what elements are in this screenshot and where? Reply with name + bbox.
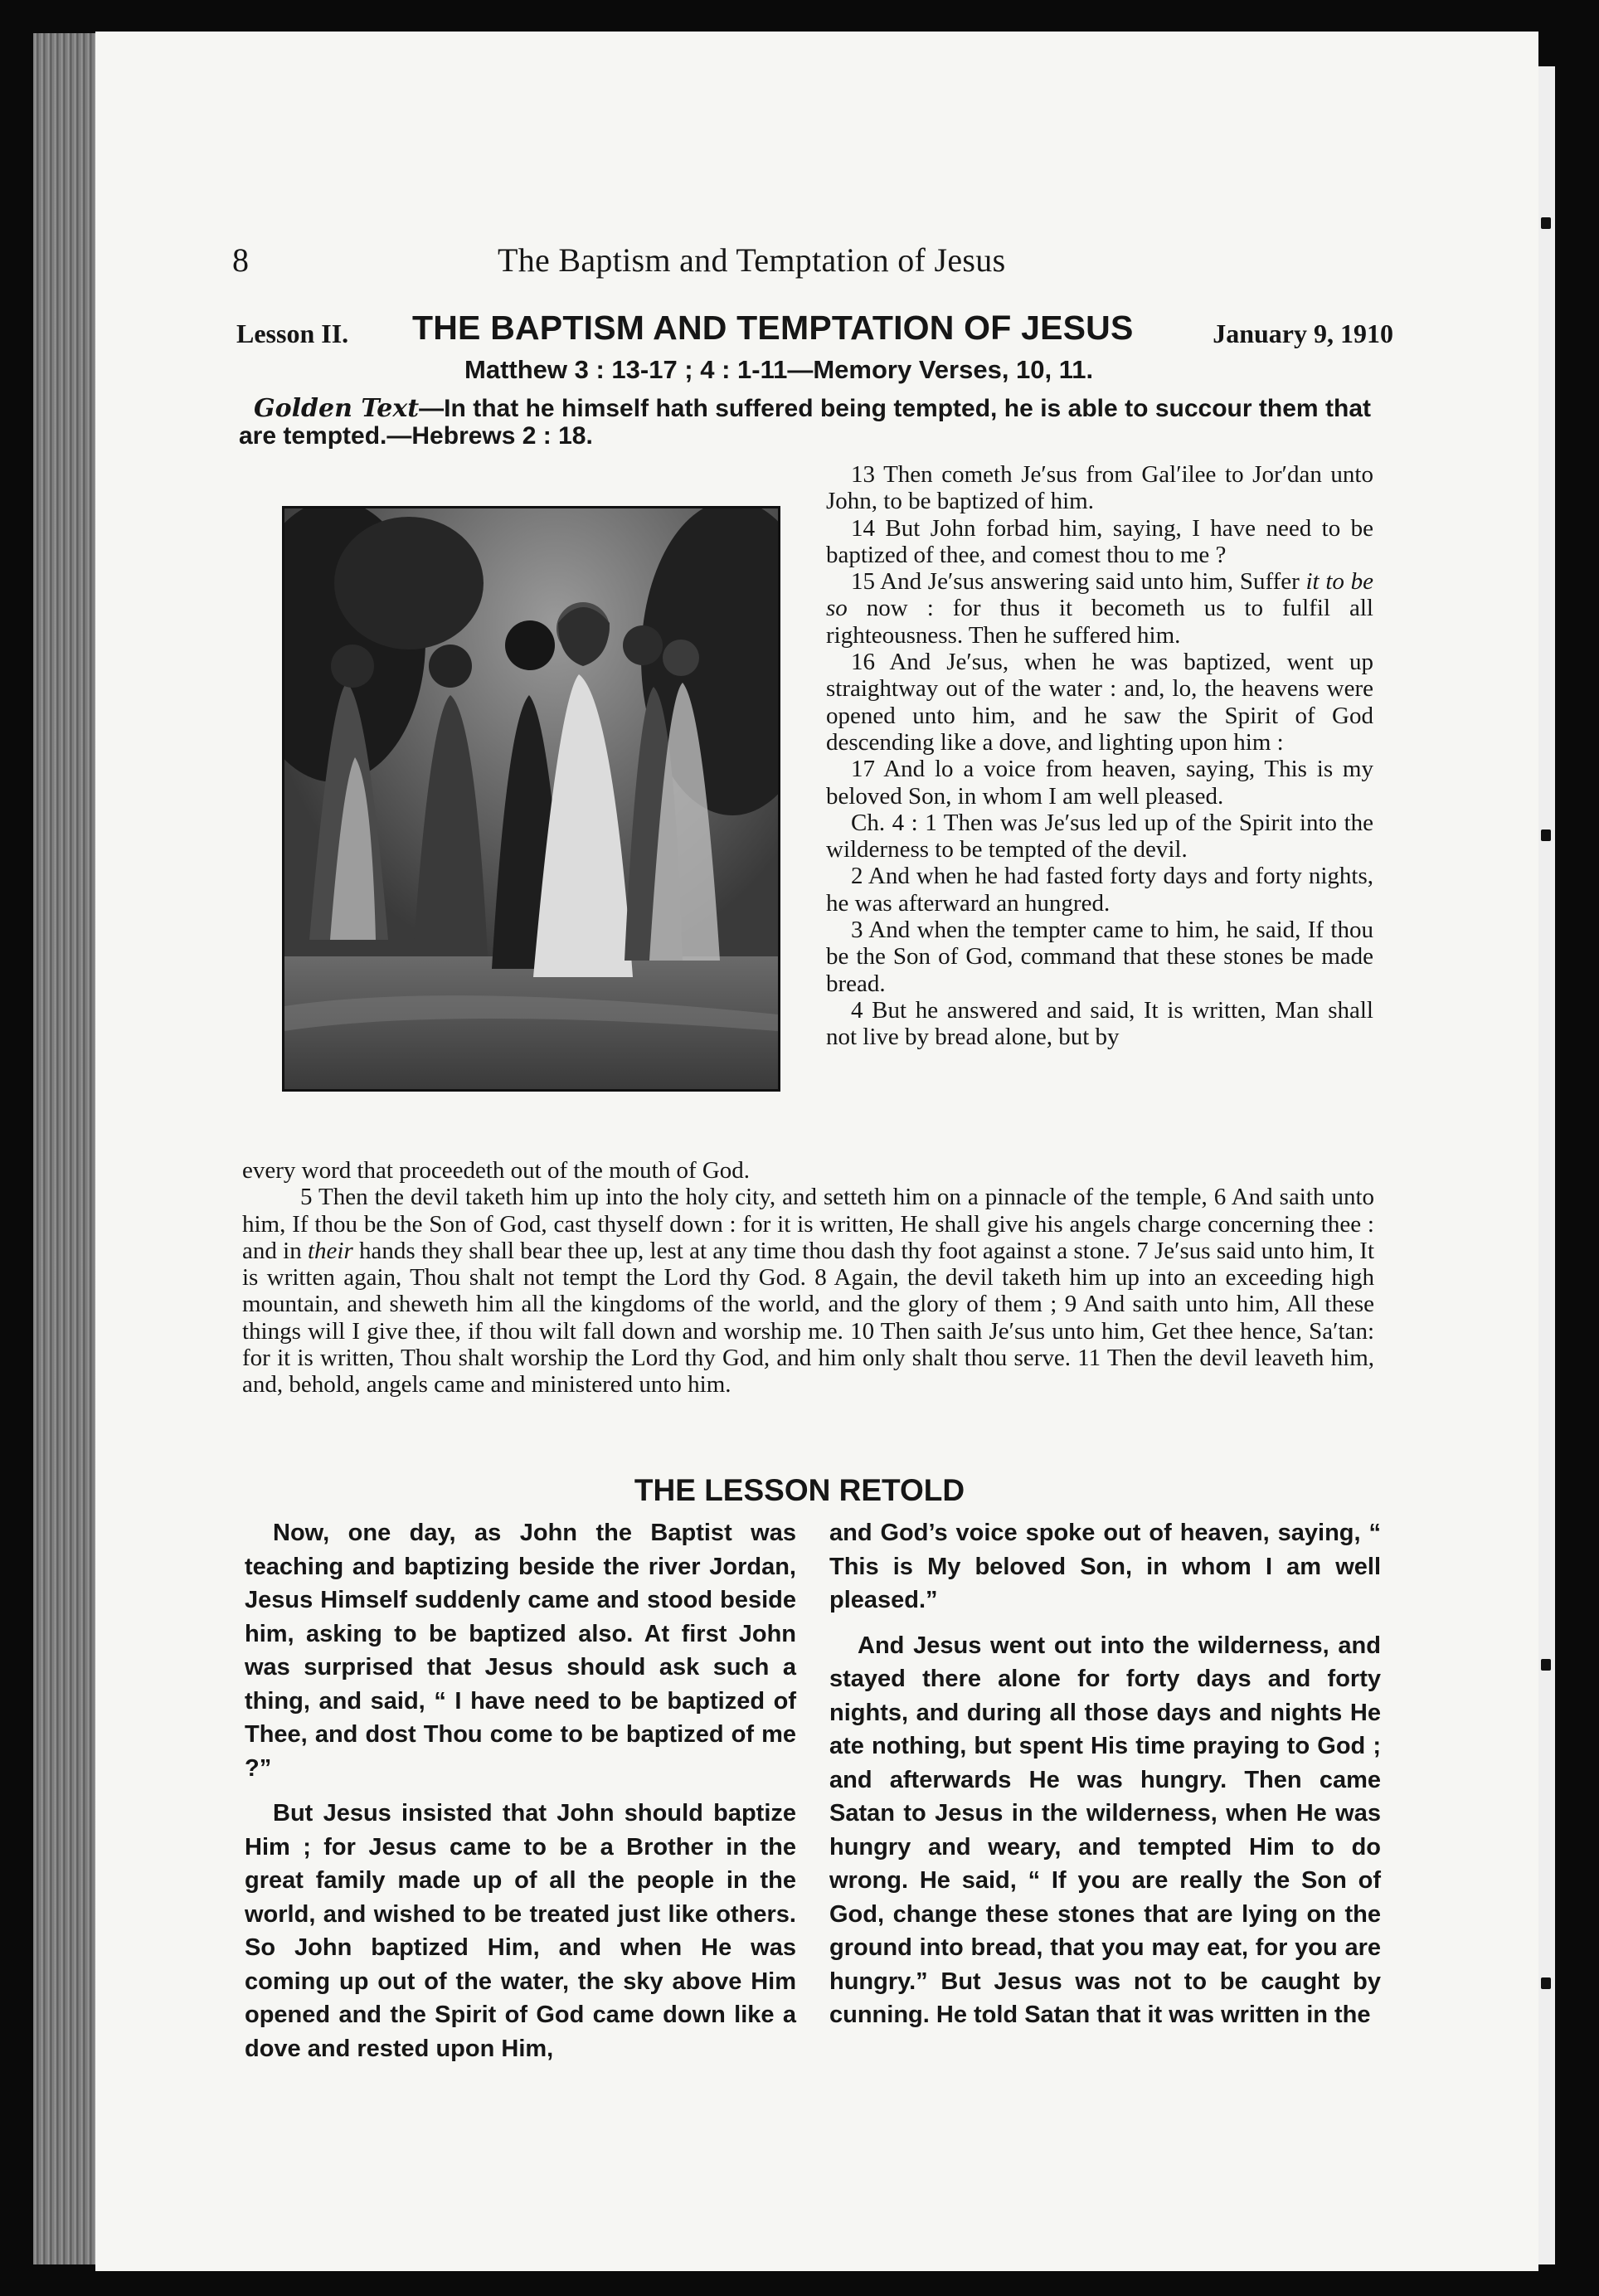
scripture-verses-column	[826, 461, 1373, 1051]
lesson-date: January 9, 1910	[1213, 319, 1393, 348]
retold-paragraph-continuation: and God’s voice spoke out of heaven, saying, “ This is My beloved Son, in whom I am well pleased.”	[829, 1520, 1381, 1613]
verse	[826, 568, 1373, 649]
verse-italic: it to be so	[826, 568, 1373, 622]
illustration-figures-icon	[284, 508, 778, 1089]
book-page-edges	[33, 33, 100, 2264]
verse: Ch. 4 : 1 Then was Je′sus led up of the Spirit into the wilderness to be tempted of the devil.	[826, 809, 1373, 863]
scripture-verses-wide	[242, 1157, 1374, 1399]
verse: 14 But John forbad him, saying, I have need to be baptized of thee, and comest thou to me ?	[826, 514, 1373, 568]
lesson-label: Lesson II.	[236, 319, 349, 348]
verse-text: now : for thus it becometh us to fulfil all righteousness. Then he suffered him.	[826, 595, 1373, 649]
scripture-reference: Matthew 3 : 13-17 ; 4 : 1-11—Memory Verses, 10, 11.	[464, 355, 1094, 384]
verse: 17 And lo a voice from heaven, saying, This is my beloved Son, in whom I am well pleased.	[826, 756, 1373, 810]
verse-italic: their	[308, 1237, 353, 1264]
verse-text: hands they shall bear thee up, lest at any time thou dash thy foot against a stone. 7 Je′sus said unto him, It is written again, Thou shalt not tempt the Lord thy God. 8 Again, the devil taketh him up into an exceeding high mountain, and sheweth him all the kingdoms of the world, and the glory of them ; 9 And saith unto him, All these things will I give thee, if thou wilt fall down and worship me. 10 Then saith Je′sus unto him, Get thee hence, Sa′tan: for it is written, Thou shalt worship the Lord thy God, and him only shalt thou serve. 11 Then the devil leaveth him, and, behold, angels came and ministered unto him.	[242, 1237, 1375, 1399]
lesson-heading	[236, 309, 1393, 352]
verse-continuation: every word that proceedeth out of the mouth of God.	[242, 1157, 751, 1184]
page-number: 8	[232, 241, 249, 279]
retold-paragraph: But Jesus insisted that John should baptize Him ; for Jesus came to be a Brother in the great family made up of all the people in the world, and wished to be treated just like others. So John baptized Him, and when He was coming up out of the water, the sky above Him opened and the Spirit of God came down like a dove and rested upon Him,	[245, 1800, 796, 2062]
binding-mark	[1541, 1659, 1551, 1671]
golden-text-body: —In that he himself hath suffered being tempted, he is able to succour them that are tempted.—Hebrews 2 : 18.	[239, 395, 1372, 450]
golden-text-label: Golden Text	[254, 394, 420, 423]
verse-text: 5 Then the devil taketh him up into the holy city, and setteth him on a pinnacle of the temple, 6 And saith unto him, If thou be the Son of God, cast thyself down : for it is written, He shall give his angels charge concerning thee : and in	[242, 1184, 1374, 1264]
binding-strip	[1538, 66, 1555, 2264]
verse	[242, 1184, 1374, 1398]
binding-mark	[1541, 1977, 1551, 1989]
retold-right-column	[829, 1516, 1381, 2044]
retold-paragraph: Now, one day, as John the Baptist was teaching and baptizing beside the river Jordan, Jesus Himself suddenly came and stood beside him, asking to be baptized also. At first John was surprised that Jesus should ask such a thing, and said, “ I have need to be baptized of Thee, and dost Thou come to be baptized of me ?”	[245, 1520, 796, 1782]
verse: 2 And when he had fasted forty days and forty nights, he was afterward an hungred.	[826, 863, 1373, 917]
binding-mark	[1541, 217, 1551, 229]
verse: 3 And when the tempter came to him, he said, If thou be the Son of God, command that these stones be made bread.	[826, 917, 1373, 997]
retold-heading: THE LESSON RETOLD	[634, 1473, 965, 1507]
verse: 4 But he answered and said, It is written, Man shall not live by bread alone, but by	[826, 996, 1373, 1051]
retold-left-column	[245, 1516, 796, 2077]
retold-paragraph: And Jesus went out into the wilderness, and stayed there alone for forty days and forty nights, and during all those days and nights He ate nothing, but spent His time praying to God ; and afterwards He was hungry. Then came Satan to Jesus in the wilderness, when He was hungry and weary, and tempted Him to do wrong. He said, “ If you are really the Son of God, change these stones that are lying on the ground into bread, that you may eat, for you are hungry.” But Jesus was not to be caught by cunning. He told Satan that it was written in the	[829, 1632, 1381, 2028]
verse: 13 Then cometh Je′sus from Gal′ilee to Jor′dan unto John, to be baptized of him.	[826, 461, 1373, 515]
verse: 16 And Je′sus, when he was baptized, went up straightway out of the water : and, lo, the heavens were opened unto him, and he saw the Spirit of God descending like a dove, and lighting upon him :	[826, 649, 1373, 756]
golden-text	[239, 395, 1371, 450]
lesson-title: THE BAPTISM AND TEMPTATION OF JESUS	[412, 309, 1134, 347]
illustration	[282, 506, 780, 1092]
binding-mark	[1541, 829, 1551, 841]
running-header	[232, 241, 1377, 282]
verse-text: 15 And Je′sus answering said unto him, Suffer	[851, 568, 1306, 596]
running-title: The Baptism and Temptation of Jesus	[498, 241, 1006, 279]
